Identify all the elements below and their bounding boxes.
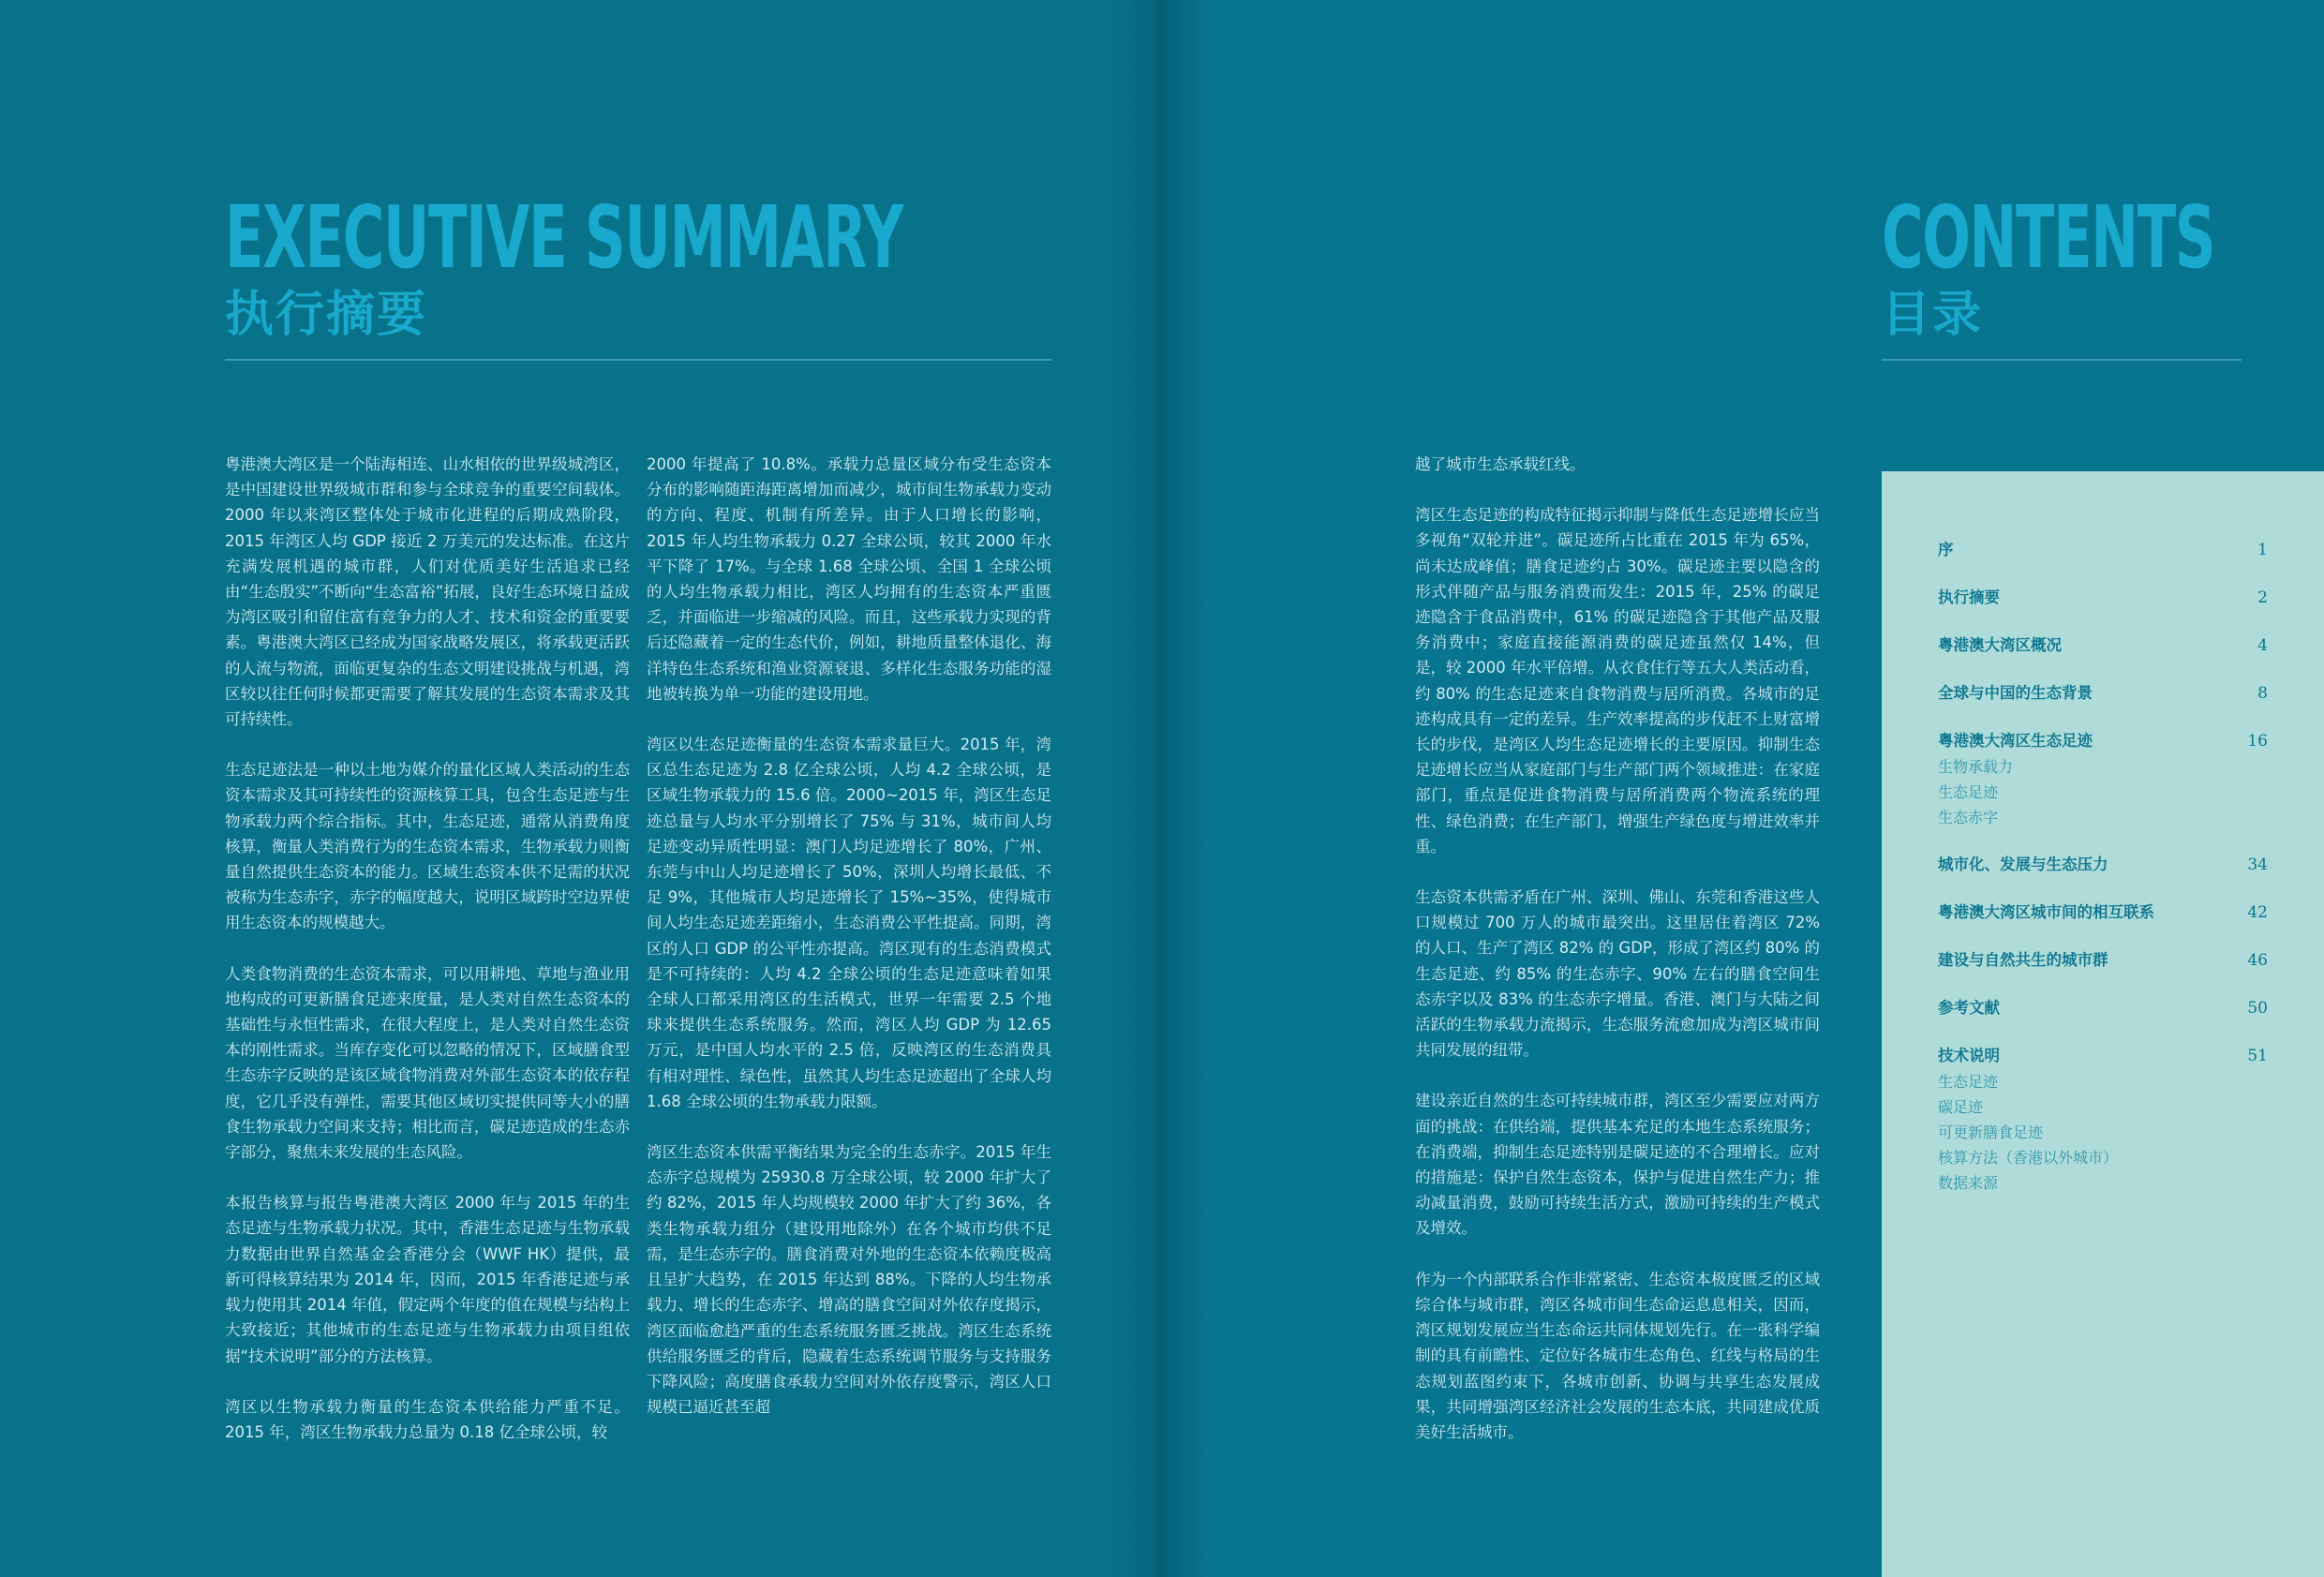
summary-column-2 [647,452,1051,1445]
toc-entry[interactable] [1938,632,2268,659]
table-of-contents [1938,537,2268,1217]
paragraph: 粤港澳大湾区是一个陆海相连、山水相依的世界级城湾区，是中国建设世界级城市群和参与全球竞争的重要空间载体。2000 年以来湾区整体处于城市化进程的后期成熟阶段，2015 年湾区人均 GDP 接近 2 万美元的发达标准。在这片充满发展机遇的城市群，人们对优质美好生活追求已经由“生态殷实”不断向“生态富裕”拓展，良好生态环境日益成为湾区吸引和留住富有竞争力的人才、技术和资金的重要要素。粤港澳大湾区已经成为国家战略发展区，将承载更活跃的人流与物流，面临更复杂的生态文明建设挑战与机遇，湾区较以往任何时候都更需要了解其发展的生态资本需求及其可持续性。 [225,455,630,729]
paragraph: 生态资本供需矛盾在广州、深圳、佛山、东莞和香港这些人口规模过 700 万人的城市最突出。这里居住着湾区 72% 的人口、生产了湾区 82% 的 GDP，形成了湾区约 80% 的生态足迹、约 85% 的生态赤字、90% 左右的膳食空间生态赤字以及 83% 的生态赤字增量。香港、澳门与大陆之间活跃的生物承载力流揭示，生态服务流愈加成为湾区城市间共同发展的纽带。 [1415,888,1821,1060]
toc-entry-label[interactable]: 参考文献 [1938,999,2000,1017]
toc-entry-label[interactable]: 全球与中国的生态背景 [1938,684,2093,702]
paragraph: 2000 年提高了 10.8%。承载力总量区域分布受生态资本分布的影响随距海距离增加而减少，城市间生物承载力变动的方向、程度、机制有所差异。由于人口增长的影响，2015 年人均生物承载力 0.27 全球公顷，较其 2000 年水平下降了 17%。与全球 1.68 全球公顷、全国 1 全球公顷的人均生物承载力相比，湾区人均拥有的生态资本严重匮乏，并面临进一步缩减的风险。而且，这些承载力实现的背后还隐藏着一定的生态代价，例如，耕地质量整体退化、海洋特色生态系统和渔业资源衰退、多样化生态服务功能的湿地被转换为单一功能的建设用地。 [647,455,1051,703]
toc-subentry[interactable]: 碳足迹 [1938,1098,1984,1116]
toc-subentry[interactable]: 生态足迹 [1938,783,1999,801]
executive-summary-title-zh: 执行摘要 [225,287,428,343]
toc-page-number: 8 [2257,684,2268,703]
toc-subentry[interactable]: 生物承载力 [1938,758,2014,776]
toc-entry-label[interactable]: 城市化、发展与生态压力 [1938,855,2108,873]
contents-title-zh: 目录 [1882,287,1984,343]
toc-subentry[interactable]: 生态赤字 [1938,809,1999,826]
table-of-contents-panel [1882,471,2324,1577]
toc-page-number: 50 [2247,999,2268,1018]
contents-title: CONTENTS [1882,187,2215,288]
toc-page-number: 46 [2247,951,2268,970]
paragraph: 生态足迹法是一种以土地为媒介的量化区域人类活动的生态资本需求及其可持续性的资源核算工具，包含生态足迹与生物承载力两个综合指标。其中，生态足迹，通常从消费角度核算，衡量人类消费行为的生态资本需求，生物承载力则衡量自然提供生态资本的能力。区域生态资本供不足需的状况被称为生态赤字，赤字的幅度越大，说明区域跨时空边界使用生态资本的规模越大。 [225,761,630,932]
title-divider [225,359,1051,361]
toc-entry-label[interactable]: 执行摘要 [1938,588,2000,606]
toc-subentry[interactable]: 可更新膳食足迹 [1938,1123,2044,1141]
executive-summary-title: EXECUTIVE SUMMARY [225,187,903,288]
title-divider [1882,359,2242,361]
toc-entry[interactable] [1938,585,2268,611]
toc-row [1938,995,2268,1021]
toc-row [1938,900,2268,926]
toc-row [1938,947,2268,974]
toc-entry[interactable] [1938,900,2268,926]
toc-entry-label[interactable]: 序 [1938,541,1954,558]
toc-row [1938,728,2268,754]
paragraph: 湾区生态资本供需平衡结果为完全的生态赤字。2015 年生态赤字总规模为 25930.8 万全球公顷，较 2000 年扩大了约 82%，2015 年人均规模较 2000 年扩大了约 36%，各类生物承载力组分（建设用地除外）在各个城市均供不足需，是生态赤字的。膳食消费对外地的生态资本依赖度极高且呈扩大趋势，在 2015 年达到 88%。下降的人均生物承载力、增长的生态赤字、增高的膳食空间对外依存度揭示，湾区面临愈趋严重的生态系统服务匮乏挑战。湾区生态系统供给服务匮乏的背后，隐藏着生态系统调节服务与支持服务下降风险；高度膳食承载力空间对外依存度警示，湾区人口规模已逼近甚至超 [647,1143,1051,1417]
toc-entry-label[interactable]: 粤港澳大湾区概况 [1938,636,2062,654]
toc-page-number: 51 [2247,1047,2268,1065]
paragraph: 湾区生态足迹的构成特征揭示抑制与降低生态足迹增长应当多视角“双轮并进”。碳足迹所占比重在 2015 年为 65%，尚未达成峰值；膳食足迹约占 30%。碳足迹主要以隐含的形式伴随产品与服务消费而发生：2015 年，25% 的碳足迹隐含于食品消费中，61% 的碳足迹隐含于其他产品及服务消费中；家庭直接能源消费的碳足迹虽然仅 14%，但是，较 2000 年水平倍增。从衣食住行等五大人类活动看，约 80% 的生态足迹来自食物消费与居所消费。各城市的足迹构成具有一定的差异。生产效率提高的步伐赶不上财富增长的步伐，是湾区人均生态足迹增长的主要原因。抑制生态足迹增长应当从家庭部门与生产部门两个领域推进：在家庭部门，重点是促进食物消费与居所消费两个物流系统的理性、绿色消费；在生产部门，增强生产绿色度与增进效率并重。 [1415,506,1820,855]
paragraph: 湾区以生态足迹衡量的生态资本需求量巨大。2015 年，湾区总生态足迹为 2.8 亿全球公顷，人均 4.2 全球公顷，是区域生物承载力的 15.6 倍。2000~2015 年，湾区生态足迹总量与人均水平分别增长了 75% 与 31%，城市间人均足迹变动异质性明显：澳门人均足迹增长了 80%，广州、东莞与中山人均足迹增长了 50%，深圳人均增长最低、不足 9%，其他城市人均足迹增长了 15%~35%，使得城市间人均生态足迹差距缩小，生态消费公平性提高。同期，湾区的人口 GDP 的公平性亦提高。湾区现有的生态消费模式是不可持续的：人均 4.2 全球公顷的生态足迹意味着如果全球人口都采用湾区的生活模式，世界一年需要 2.5 个地球来提供生态系统服务。然而，湾区人均 GDP 为 12.65 万元，是中国人均水平的 2.5 倍，反映湾区的生态消费具有相对理性、绿色性，虽然其人均生态足迹超出了全球人均 1.68 全球公顷的生物承载力限额。 [647,736,1051,1110]
toc-page-number: 1 [2257,541,2268,559]
toc-page-number: 4 [2257,636,2268,655]
summary-column-1 [225,452,630,1470]
toc-row [1938,585,2268,611]
summary-column-3 [1415,452,1820,1470]
paragraph: 作为一个内部联系合作非常紧密、生态资本极度匮乏的区域综合体与城市群，湾区各城市间生态命运息息相关，因而，湾区规划发展应当生态命运共同体规划先行。在一张科学编制的具有前瞻性、定位好各城市生态角色、红线与格局的生态规划蓝图约束下，各城市创新、协调与共享生态发展成果，共同增强湾区经济社会发展的生态本底，共同建成优质美好生活城市。 [1415,1270,1820,1441]
toc-row [1938,1043,2268,1069]
paragraph: 本报告核算与报告粤港澳大湾区 2000 年与 2015 年的生态足迹与生物承载力状况。其中，香港生态足迹与生物承载力数据由世界自然基金会香港分会（WWF HK）提供，最新可得核算结果为 2014 年，因而，2015 年香港足迹与承载力使用其 2014 年值，假定两个年度的值在规模与结构上大致接近；其他城市的生态足迹与生物承载力由项目组依据“技术说明”部分的方法核算。 [225,1194,630,1365]
toc-entry-label[interactable]: 粤港澳大湾区生态足迹 [1938,732,2093,750]
toc-page-number: 2 [2257,588,2268,607]
paragraph: 越了城市生态承载红线。 [1415,455,1586,473]
toc-entry[interactable] [1938,728,2268,830]
toc-page-number: 16 [2247,732,2268,751]
toc-row [1938,680,2268,707]
toc-entry[interactable] [1938,680,2268,707]
toc-entry-label[interactable]: 粤港澳大湾区城市间的相互联系 [1938,903,2154,921]
toc-entry[interactable] [1938,537,2268,563]
book-gutter [1106,0,1209,1577]
paragraph: 建设亲近自然的生态可持续城市群，湾区至少需要应对两方面的挑战：在供给端，提供基本充足的本地生态系统服务；在消费端，抑制生态足迹特别是碳足迹的不合理增长。应对的措施是：保护自然生态资本，保护与促进自然生产力；推动减量消费，鼓励可持续生活方式，激励可持续的生产模式及增效。 [1415,1092,1820,1238]
toc-row [1938,852,2268,878]
paragraph: 湾区以生物承载力衡量的生态资本供给能力严重不足。2015 年，湾区生物承载力总量为 0.18 亿全球公顷，较 [225,1397,630,1441]
toc-page-number: 42 [2247,903,2268,922]
paragraph: 人类食物消费的生态资本需求，可以用耕地、草地与渔业用地构成的可更新膳食足迹来度量，是人类对自然生态资本的基础性与永恒性需求，在很大程度上，是人类对自然生态资本的刚性需求。当库存变化可以忽略的情况下，区域膳食型生态赤字反映的是该区域食物消费对外部生态资本的依存程度，它几乎没有弹性，需要其他区域切实提供同等大小的膳食生物承载力空间来支持；相比而言，碳足迹造成的生态赤字部分，聚焦未来发展的生态风险。 [225,964,630,1162]
toc-row [1938,537,2268,563]
toc-entry[interactable] [1938,947,2268,974]
toc-entry-label[interactable]: 技术说明 [1938,1047,2000,1064]
toc-entry[interactable] [1938,995,2268,1021]
toc-subentry[interactable]: 生态足迹 [1938,1073,1999,1091]
toc-entry-label[interactable]: 建设与自然共生的城市群 [1938,951,2108,969]
toc-subentry[interactable]: 数据来源 [1938,1174,1999,1192]
toc-subentry[interactable]: 核算方法（香港以外城市） [1938,1149,2119,1167]
toc-entry[interactable] [1938,1043,2268,1196]
toc-page-number: 34 [2247,855,2268,874]
toc-row [1938,632,2268,659]
toc-entry[interactable] [1938,852,2268,878]
